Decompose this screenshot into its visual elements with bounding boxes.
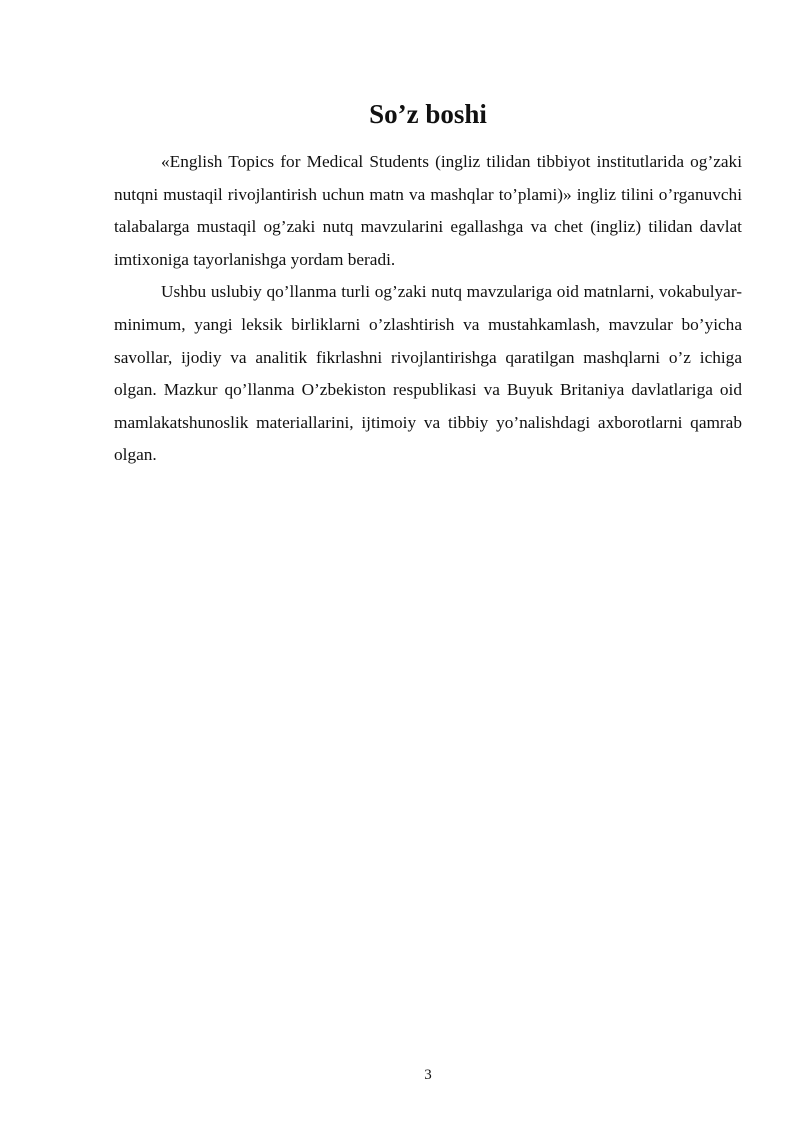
paragraph-intro: «English Topics for Medical Students (ingliz tilidan tibbiyot institutlarida og’zaki nutqni mustaqil rivojlantirish uchun matn va mashqlar to’plami)» ingliz tilini o’rganuvchi talabalarga mustaqil og’zaki nutq mavzularini egallashga va chet (ingliz) tilidan davlat imtixoniga tayorlanishga yordam beradi. (114, 152, 742, 269)
body-text (114, 146, 742, 472)
paragraph-description: Ushbu uslubiy qo’llanma turli og’zaki nutq mavzulariga oid matnlarni, vokabulyar-minimum, yangi leksik birliklarni o’zlashtirish va mustahkamlash, mavzular bo’yicha savollar, ijodiy va analitik fikrlashni rivojlantirishga qaratilgan mashqlarni o’z ichiga olgan. Mazkur qo’llanma O’zbekiston respublikasi va Buyuk Britaniya davlatlariga oid mamlakatshunoslik materiallarini, ijtimoiy va tibbiy yo’nalishdagi axborotlarni qamrab olgan. (114, 282, 742, 465)
page-number: 3 (424, 1067, 432, 1083)
page-title: So’z boshi (369, 99, 487, 129)
